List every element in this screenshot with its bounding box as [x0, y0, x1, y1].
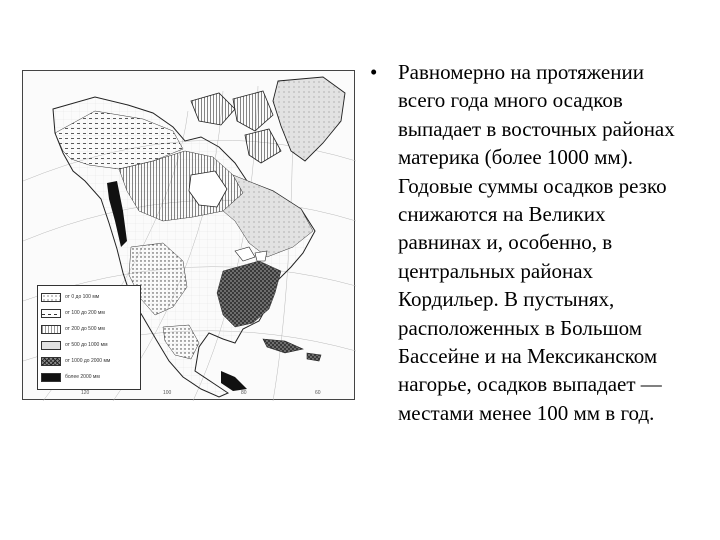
legend-swatch	[41, 325, 61, 334]
legend-label: от 0 до 100 мм	[65, 294, 100, 300]
legend-swatch	[41, 341, 61, 350]
tick-label: 60	[315, 390, 321, 396]
tick-label: 100	[163, 390, 172, 396]
precipitation-map	[22, 70, 355, 400]
legend-item	[41, 305, 137, 321]
map-legend	[37, 285, 141, 390]
legend-label: от 100 до 200 мм	[65, 310, 105, 316]
legend-swatch	[41, 373, 61, 382]
bullet-text: Равномерно на протяжении всего года много осадков выпадает в восточных районах материка (более 1000 мм). Годовые суммы осадков резко снижаются на Великих равнинах и, особенно, в центральных районах Кордильер. В пустынях, расположенных в Большом Бассейне и на Мексиканском нагорье, осадков выпадает — местами менее 100 мм в год.	[398, 60, 675, 425]
legend-label: от 200 до 500 мм	[65, 326, 105, 332]
legend-item	[41, 289, 137, 305]
legend-item	[41, 321, 137, 337]
legend-label: от 500 до 1000 мм	[65, 342, 108, 348]
legend-label: более 2000 мм	[65, 374, 100, 380]
bullet-point	[370, 58, 690, 427]
legend-item	[41, 369, 137, 385]
tick-label: 80	[241, 390, 247, 396]
bullet-icon: •	[370, 60, 378, 84]
legend-swatch	[41, 357, 61, 366]
legend-label: от 1000 до 2000 мм	[65, 358, 111, 364]
legend-swatch	[41, 309, 61, 318]
legend-item	[41, 353, 137, 369]
legend-swatch	[41, 293, 61, 302]
tick-label: 120	[81, 390, 90, 396]
legend-item	[41, 337, 137, 353]
